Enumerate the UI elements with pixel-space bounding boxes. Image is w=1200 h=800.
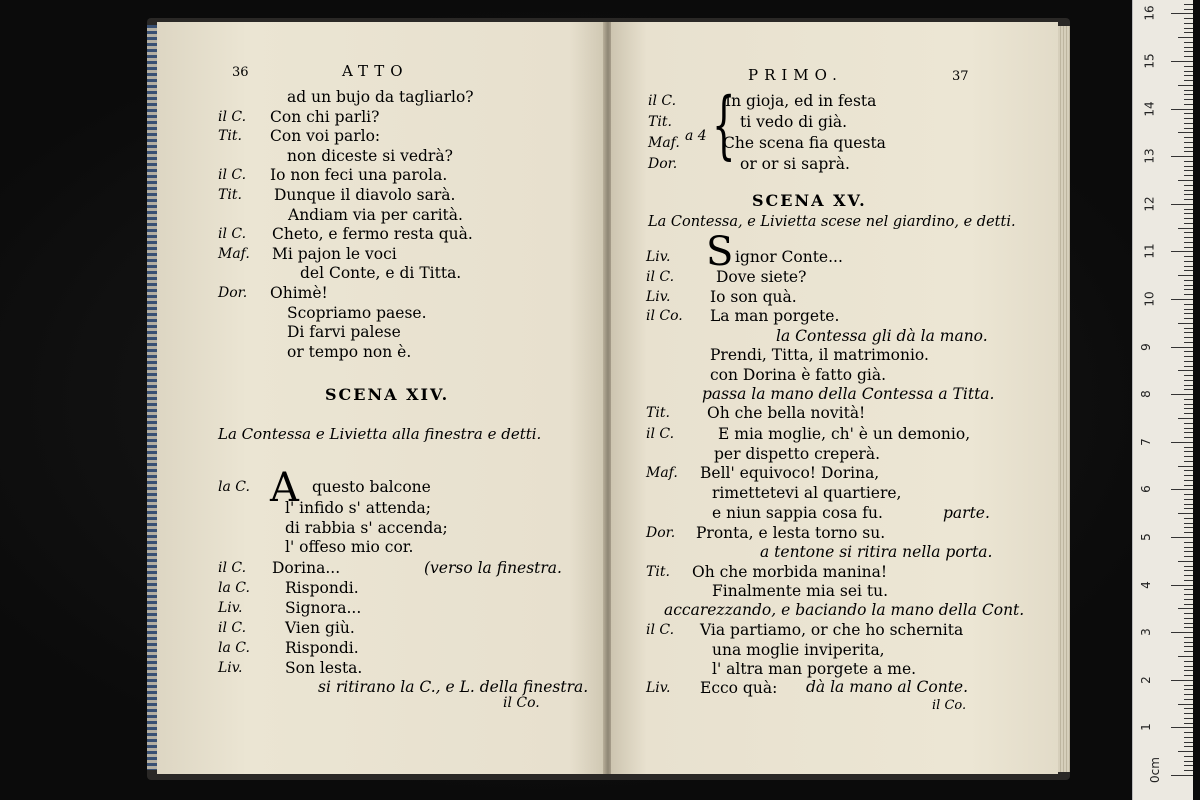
ruler-tick — [1178, 704, 1193, 705]
a4-label: a 4 — [685, 128, 707, 144]
speaker-label: la C. — [218, 640, 250, 656]
ruler-tick — [1184, 675, 1193, 676]
ruler-tick — [1178, 370, 1193, 371]
ruler-tick — [1184, 756, 1193, 757]
ruler-tick — [1178, 132, 1193, 133]
ruler-tick — [1178, 561, 1193, 562]
ruler-tick — [1184, 761, 1193, 762]
ruler-tick — [1184, 32, 1193, 33]
ruler-tick — [1184, 494, 1193, 495]
ruler-tick — [1184, 123, 1193, 124]
ruler-tick — [1184, 71, 1193, 72]
verse-line: Scopriamo paese. — [287, 303, 427, 322]
ruler-tick — [1184, 104, 1193, 105]
left-page-number: 36 — [232, 65, 249, 80]
ruler-tick — [1184, 389, 1193, 390]
verse-line: Io son quà. — [710, 288, 797, 306]
ruler-tick — [1184, 475, 1193, 476]
ruler-tick — [1171, 61, 1193, 62]
ruler-tick — [1184, 142, 1193, 143]
right-catchword: il Co. — [932, 698, 967, 713]
verse-line: Ohimè! — [270, 284, 328, 302]
verse-line: Mi pajon le voci — [272, 244, 397, 263]
speaker-label: Liv. — [218, 600, 243, 616]
ruler-tick — [1184, 380, 1193, 381]
ruler-number: 13 — [1142, 148, 1157, 164]
ruler-tick — [1184, 637, 1193, 638]
ruler-tick — [1178, 418, 1193, 419]
speaker-label: il C. — [218, 226, 247, 243]
ruler-tick — [1184, 175, 1193, 176]
ruler-number: 16 — [1142, 5, 1157, 22]
ruler-tick — [1178, 323, 1193, 324]
ruler-tick — [1178, 228, 1193, 229]
ruler-tick — [1184, 280, 1193, 281]
quartet-speaker: il C. — [648, 93, 677, 109]
quartet-speaker: Tit. — [648, 114, 672, 130]
speaker-label: Dor. — [646, 525, 676, 541]
verse-line: l' altra man porgete a me. — [712, 660, 917, 678]
ruler-tick — [1184, 742, 1193, 743]
ruler-tick — [1178, 513, 1193, 514]
ruler-tick — [1171, 680, 1193, 681]
ruler-number: 8 — [1138, 390, 1153, 399]
ruler-tick — [1184, 613, 1193, 614]
ruler-tick — [1184, 242, 1193, 243]
ruler-tick — [1184, 213, 1193, 214]
ruler-tick — [1184, 247, 1193, 248]
speaker-label: Liv. — [646, 289, 671, 305]
ruler-tick — [1184, 570, 1193, 571]
left-direction-window: (verso la finestra. — [424, 559, 562, 577]
ruler-tick — [1184, 161, 1193, 162]
ruler-tick — [1184, 399, 1193, 400]
ruler-number: 7 — [1138, 437, 1153, 446]
ruler-tick — [1178, 656, 1193, 657]
left-running-head: ATTO — [342, 62, 409, 80]
verse-line: a tentone si ritira nella porta. — [760, 543, 993, 561]
verse-line: Con chi parli? — [270, 107, 380, 126]
speaker-label: il Co. — [646, 308, 683, 324]
speaker-label: Tit. — [646, 405, 670, 421]
left-drop-cap: A — [270, 465, 299, 511]
ruler-tick — [1184, 599, 1193, 600]
ruler-tick — [1184, 90, 1193, 91]
ruler-tick — [1184, 118, 1193, 119]
ruler-tick — [1184, 432, 1193, 433]
ruler-tick — [1171, 632, 1193, 633]
verse-line: or tempo non è. — [287, 342, 412, 361]
ruler-number: 6 — [1138, 485, 1153, 494]
ruler-tick — [1184, 190, 1193, 191]
ruler-tick — [1184, 128, 1193, 129]
ruler-tick — [1184, 504, 1193, 505]
ruler-tick — [1184, 708, 1193, 709]
ruler-tick — [1184, 456, 1193, 457]
verse-line: Rispondi. — [285, 639, 359, 657]
ruler-tick — [1184, 556, 1193, 557]
ruler-tick — [1184, 689, 1193, 690]
speaker-label: Tit. — [218, 128, 242, 145]
ruler-tick — [1184, 209, 1193, 210]
speaker-label: il C. — [218, 167, 247, 184]
verse-line: del Conte, e di Titta. — [300, 264, 462, 283]
ruler-tick — [1184, 9, 1193, 10]
ruler-tick — [1184, 137, 1193, 138]
ruler-tick — [1184, 618, 1193, 619]
ruler-tick — [1184, 666, 1193, 667]
ruler-tick — [1184, 232, 1193, 233]
ruler-tick — [1171, 394, 1193, 395]
ruler-number: 9 — [1138, 342, 1153, 351]
ruler-tick — [1184, 451, 1193, 452]
ruler-tick — [1184, 223, 1193, 224]
verse-line: Pronta, e lesta torno su. — [696, 524, 886, 542]
ruler-tick — [1184, 23, 1193, 24]
speaker-label: la C. — [218, 479, 250, 495]
ruler-tick — [1178, 37, 1193, 38]
speaker-label: Maf. — [646, 465, 678, 481]
ruler-tick — [1184, 646, 1193, 647]
ruler-tick — [1184, 366, 1193, 367]
verse-line: ad un bujo da tagliarlo? — [287, 88, 474, 106]
right-scene-title: SCENA XV. — [752, 191, 867, 210]
verse-line: La man porgete. — [710, 307, 840, 325]
ruler-tick — [1184, 499, 1193, 500]
ruler-number: 3 — [1138, 628, 1153, 637]
ruler-tick — [1184, 256, 1193, 257]
ruler-tick — [1184, 42, 1193, 43]
ruler-number: 5 — [1138, 533, 1153, 541]
ruler-tick — [1184, 575, 1193, 576]
verse-line: Son lesta. — [285, 659, 363, 677]
quartet-line: or or si saprà. — [740, 155, 850, 173]
ruler-tick — [1184, 732, 1193, 733]
ruler-tick — [1184, 375, 1193, 376]
left-scene-cast: La Contessa e Livietta alla finestra e detti. — [218, 425, 542, 443]
speaker-label: il C. — [646, 426, 675, 442]
ruler-tick — [1184, 447, 1193, 448]
verse-line: Dorina... — [272, 559, 341, 577]
quartet-brace: { — [712, 82, 736, 168]
ruler-tick — [1171, 109, 1193, 110]
verse-line: Finalmente mia sei tu. — [712, 582, 889, 600]
ruler-tick — [1184, 166, 1193, 167]
verse-line: Dove siete? — [716, 268, 807, 286]
ruler-tick — [1171, 585, 1193, 586]
ruler-tick — [1184, 694, 1193, 695]
ruler-tick — [1184, 285, 1193, 286]
ruler-number: 1 — [1138, 723, 1153, 732]
quartet-speaker: Dor. — [648, 156, 678, 172]
speaker-label: Liv. — [646, 680, 671, 696]
ruler-tick — [1171, 775, 1193, 776]
ruler-tick — [1184, 75, 1193, 76]
ruler-tick — [1184, 523, 1193, 524]
page-edges — [1058, 26, 1070, 772]
verse-line: e niun sappia cosa fu. — [712, 504, 883, 522]
ruler-tick — [1184, 485, 1193, 486]
ruler-tick — [1178, 466, 1193, 467]
left-catchword: il Co. — [503, 695, 540, 711]
verse-line: per dispetto creperà. — [714, 445, 881, 463]
ruler-tick — [1184, 518, 1193, 519]
ruler-tick — [1184, 437, 1193, 438]
ruler-tick — [1184, 99, 1193, 100]
ruler-tick — [1184, 328, 1193, 329]
ruler-tick — [1171, 156, 1193, 157]
verse-line: Bell' equivoco! Dorina, — [700, 464, 880, 482]
ruler-tick — [1178, 608, 1193, 609]
ruler-number: 2 — [1138, 675, 1153, 684]
ruler-tick — [1184, 765, 1193, 766]
ruler-tick — [1178, 751, 1193, 752]
ruler-tick — [1184, 642, 1193, 643]
verse-line: Cheto, e fermo resta quà. — [272, 225, 473, 244]
ruler-tick — [1184, 266, 1193, 267]
verse-line: Prendi, Titta, il matrimonio. — [710, 346, 929, 364]
right-page-number: 37 — [952, 69, 969, 84]
ruler-tick — [1171, 537, 1193, 538]
ruler-tick — [1184, 218, 1193, 219]
verse-line: Oh che bella novità! — [707, 404, 866, 422]
ruler-tick — [1184, 604, 1193, 605]
ruler-tick — [1184, 56, 1193, 57]
ruler-unit-label: 0cm — [1147, 757, 1162, 783]
ruler-tick — [1171, 13, 1193, 14]
ruler-number: 14 — [1142, 100, 1157, 117]
ruler-tick — [1184, 770, 1193, 771]
ruler-tick — [1171, 442, 1193, 443]
speaker-label: il C. — [218, 560, 247, 576]
ruler-tick — [1184, 351, 1193, 352]
verse-line: di rabbia s' accenda; — [285, 519, 448, 537]
ruler-tick — [1184, 342, 1193, 343]
ruler-tick — [1184, 361, 1193, 362]
binding-stripe — [147, 25, 157, 770]
ruler-tick — [1184, 113, 1193, 114]
ruler-tick — [1184, 270, 1193, 271]
quartet-line: Che scena fia questa — [723, 134, 886, 152]
ruler-tick — [1184, 661, 1193, 662]
ruler-tick — [1184, 532, 1193, 533]
speaker-label: il C. — [218, 108, 247, 125]
verse-line: accarezzando, e baciando la mano della Cont. — [664, 601, 1025, 619]
verse-line: l' offeso mio cor. — [285, 538, 414, 556]
ruler-tick — [1184, 94, 1193, 95]
quartet-line: In gioja, ed in festa — [725, 92, 877, 110]
verse-line: Via partiamo, or che ho schernita — [700, 621, 964, 639]
quartet-line: ti vedo di già. — [740, 113, 848, 131]
ruler-tick — [1184, 261, 1193, 262]
ruler-tick — [1184, 318, 1193, 319]
speaker-label: Liv. — [646, 249, 671, 265]
ruler-tick — [1184, 480, 1193, 481]
measuring-ruler — [1132, 0, 1193, 800]
ruler-tick — [1178, 180, 1193, 181]
ruler-tick — [1171, 347, 1193, 348]
right-scene-cast: La Contessa, e Livietta scese nel giardino, e detti. — [648, 214, 1016, 230]
ruler-tick — [1184, 332, 1193, 333]
ruler-tick — [1184, 627, 1193, 628]
ruler-tick — [1184, 566, 1193, 567]
speaker-label: il C. — [646, 622, 675, 638]
verse-line: Signora... — [285, 599, 362, 617]
ruler-tick — [1184, 47, 1193, 48]
verse-line: Dunque il diavolo sarà. — [274, 186, 456, 204]
ruler-tick — [1184, 670, 1193, 671]
left-direction-exit: si ritirano la C., e L. della finestra. — [318, 678, 589, 696]
ruler-tick — [1184, 289, 1193, 290]
verse-line: rimettetevi al quartiere, — [712, 484, 902, 502]
ruler-tick — [1171, 727, 1193, 728]
ruler-tick — [1184, 237, 1193, 238]
verse-line: Io non feci una parola. — [270, 166, 448, 185]
ruler-tick — [1184, 337, 1193, 338]
verse-line: Andiam via per carità. — [288, 205, 463, 224]
ruler-tick — [1184, 185, 1193, 186]
speaker-label: il C. — [218, 620, 247, 636]
ruler-number: 15 — [1142, 53, 1157, 69]
ruler-tick — [1184, 623, 1193, 624]
verse-line: Con voi parlo: — [270, 127, 381, 146]
ruler-tick — [1184, 428, 1193, 429]
verse-line: una moglie inviperita, — [712, 641, 885, 659]
ruler-tick — [1184, 594, 1193, 595]
ruler-tick — [1184, 194, 1193, 195]
speaker-label: Maf. — [218, 245, 250, 262]
ruler-tick — [1184, 356, 1193, 357]
ruler-tick — [1184, 685, 1193, 686]
verse-line: ignor Conte... — [735, 248, 843, 266]
ruler-tick — [1184, 413, 1193, 414]
ruler-tick — [1184, 461, 1193, 462]
ruler-number: 4 — [1138, 580, 1153, 589]
ruler-tick — [1184, 713, 1193, 714]
verse-line: Oh che morbida manina! — [692, 563, 888, 581]
ruler-tick — [1184, 547, 1193, 548]
left-scene-title: SCENA XIV. — [325, 385, 450, 404]
ruler-tick — [1184, 304, 1193, 305]
ruler-tick — [1184, 470, 1193, 471]
ruler-tick — [1171, 251, 1193, 252]
right-direction-parte: parte. — [943, 504, 990, 522]
ruler-tick — [1184, 151, 1193, 152]
speaker-label: Dor. — [218, 285, 248, 301]
speaker-label: il C. — [646, 269, 675, 285]
right-drop-cap: S — [706, 229, 734, 275]
ruler-tick — [1184, 66, 1193, 67]
ruler-tick — [1184, 313, 1193, 314]
ruler-tick — [1184, 51, 1193, 52]
ruler-tick — [1184, 651, 1193, 652]
ruler-tick — [1184, 4, 1193, 5]
verse-line: con Dorina è fatto già. — [710, 366, 887, 384]
ruler-number: 12 — [1142, 196, 1157, 212]
ruler-tick — [1184, 699, 1193, 700]
speaker-label: Tit. — [218, 187, 242, 203]
ruler-tick — [1184, 746, 1193, 747]
ruler-tick — [1184, 423, 1193, 424]
ruler-tick — [1184, 18, 1193, 19]
ruler-tick — [1184, 542, 1193, 543]
verse-line: l' infido s' attenda; — [285, 499, 431, 517]
ruler-tick — [1184, 170, 1193, 171]
verse-line: Vien giù. — [285, 619, 355, 637]
ruler-tick — [1184, 527, 1193, 528]
quartet-speaker: Maf. — [648, 135, 680, 151]
verse-line: Ecco quà: — [700, 679, 778, 697]
ruler-tick — [1171, 299, 1193, 300]
verse-line: Rispondi. — [285, 579, 359, 597]
ruler-tick — [1178, 85, 1193, 86]
verse-line: non diceste si vedrà? — [287, 146, 453, 165]
ruler-tick — [1184, 408, 1193, 409]
ruler-tick — [1184, 385, 1193, 386]
ruler-tick — [1184, 589, 1193, 590]
ruler-tick — [1171, 489, 1193, 490]
verse-line: la Contessa gli dà la mano. — [776, 327, 988, 345]
ruler-tick — [1171, 204, 1193, 205]
speaker-label: Tit. — [646, 564, 670, 580]
verse-line: passa la mano della Contessa a Titta. — [702, 385, 995, 403]
verse-line: questo balcone — [312, 478, 431, 496]
ruler-tick — [1184, 147, 1193, 148]
ruler-tick — [1184, 551, 1193, 552]
verse-line: Di farvi palese — [287, 323, 401, 342]
speaker-label: la C. — [218, 580, 250, 596]
ruler-tick — [1184, 580, 1193, 581]
speaker-label: Liv. — [218, 660, 243, 676]
ruler-tick — [1184, 199, 1193, 200]
ruler-number: 10 — [1142, 291, 1157, 307]
ruler-tick — [1184, 723, 1193, 724]
ruler-tick — [1178, 275, 1193, 276]
ruler-tick — [1184, 294, 1193, 295]
ruler-tick — [1184, 309, 1193, 310]
ruler-number: 11 — [1142, 243, 1157, 260]
right-direction-final: dà la mano al Conte. — [806, 678, 969, 696]
verse-line: E mia moglie, ch' è un demonio, — [718, 425, 971, 443]
ruler-tick — [1184, 508, 1193, 509]
right-running-head: PRIMO. — [748, 66, 843, 84]
ruler-tick — [1184, 718, 1193, 719]
ruler-tick — [1184, 404, 1193, 405]
ruler-tick — [1184, 28, 1193, 29]
ruler-tick — [1184, 80, 1193, 81]
ruler-tick — [1184, 737, 1193, 738]
